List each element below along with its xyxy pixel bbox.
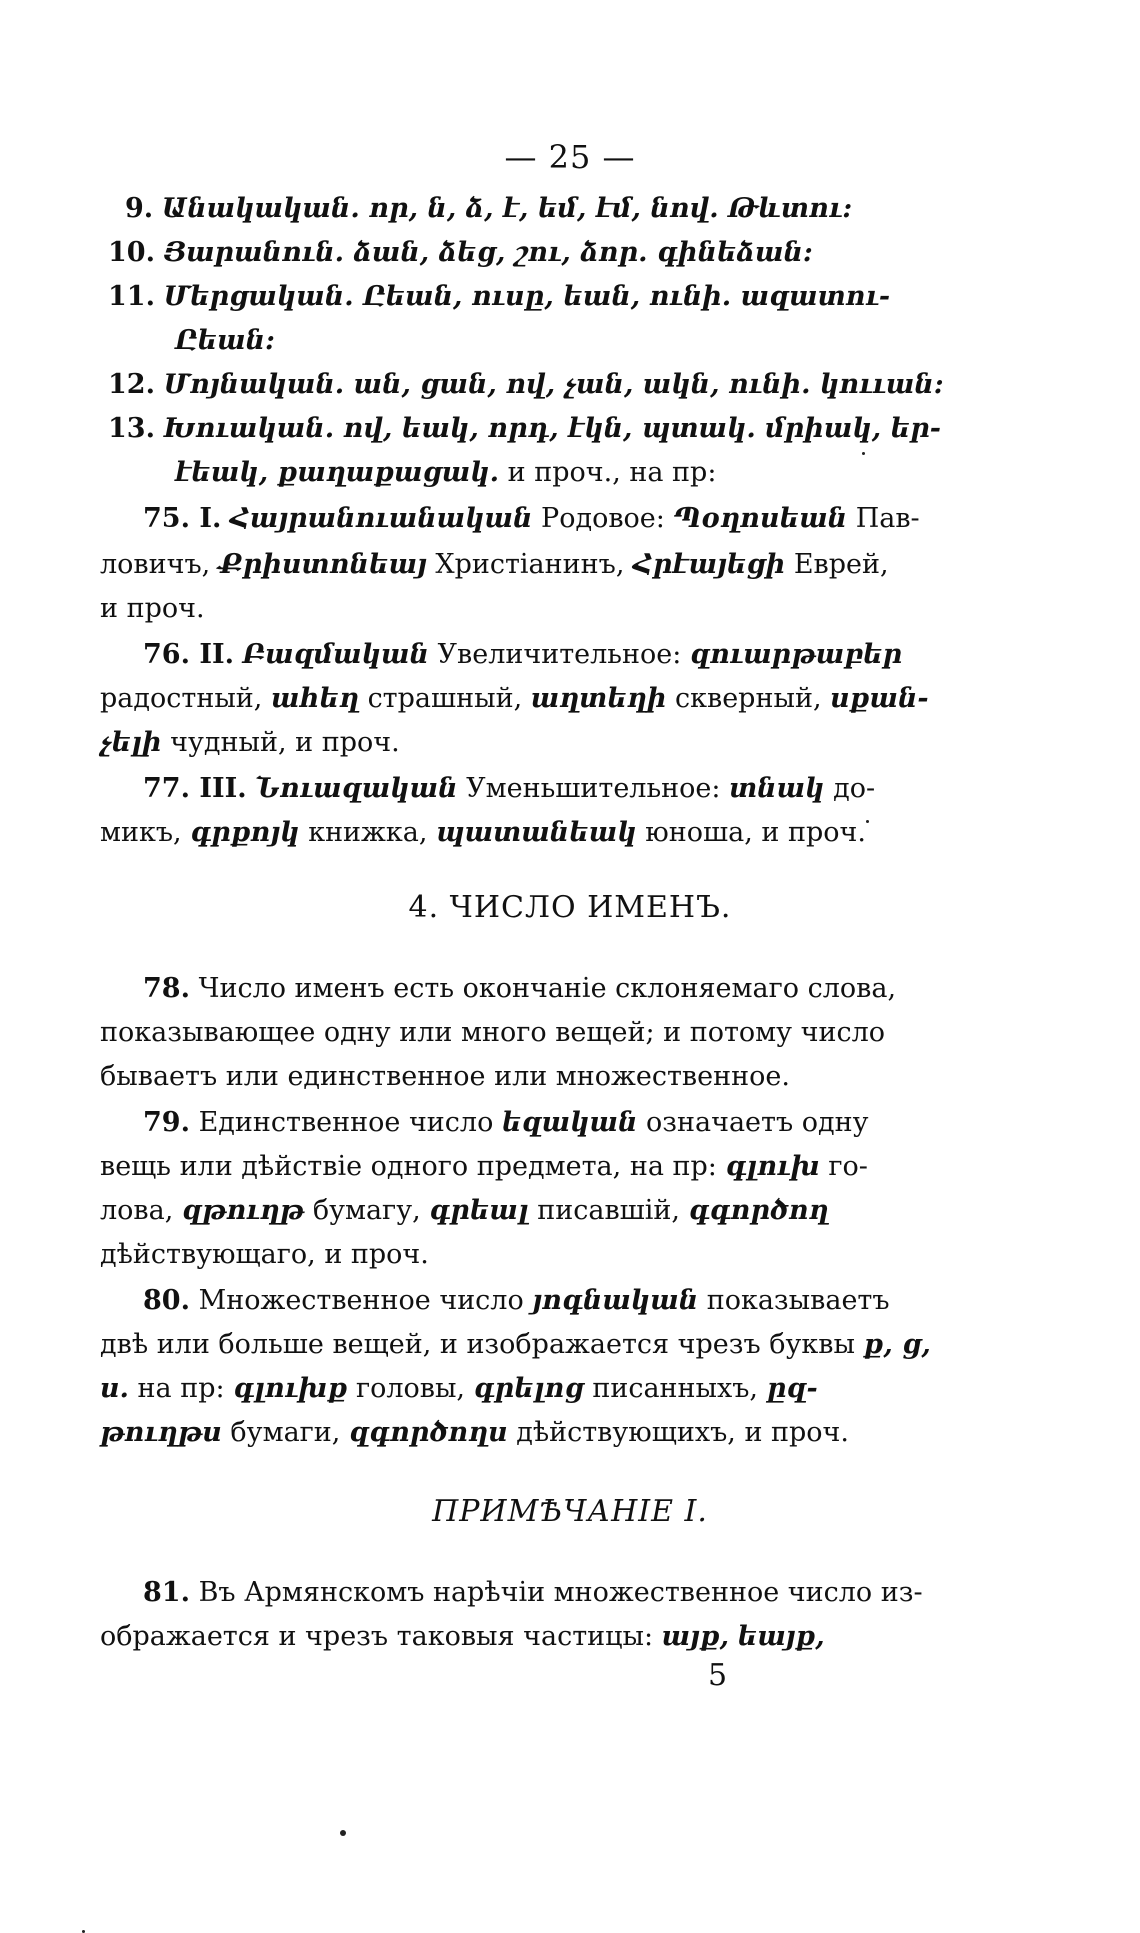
armenian-text: պատանեակ xyxy=(436,817,637,848)
print-speck xyxy=(340,1830,346,1836)
armenian-text: զգործողս xyxy=(348,1417,508,1448)
armenian-text: զթուղթ xyxy=(181,1195,305,1226)
armenian-text: գլուխ xyxy=(725,1151,820,1182)
paragraph-76-line-3 xyxy=(100,726,400,760)
armenian-text: ահեղ xyxy=(270,683,359,714)
page-header: — 25 — xyxy=(504,138,636,176)
russian-text: вещь или дѣйствіе одного предмета, на пр: xyxy=(100,1151,717,1182)
russian-text: Въ Армянскомъ нарѣчіи множественное число из- xyxy=(198,1577,923,1608)
list-item-continuation xyxy=(175,324,275,358)
paragraph-number: 79. xyxy=(143,1107,190,1138)
armenian-text: էեակ, քաղաքացակ․ xyxy=(175,457,500,488)
list-item xyxy=(108,236,813,270)
russian-text: и проч., на пр: xyxy=(507,457,717,488)
armenian-text: յոգնական xyxy=(532,1285,699,1316)
armenian-text: Մերցական․ Ըեան, ուսը, եան, ունի․ ազատու- xyxy=(163,281,891,312)
russian-text: дѣйствующихъ, и проч. xyxy=(516,1417,849,1448)
armenian-text: գրեալ xyxy=(429,1195,529,1226)
armenian-text: Հրէայեցի xyxy=(633,549,786,580)
item-number: 12. xyxy=(108,369,155,400)
print-speck xyxy=(862,452,865,455)
russian-text: писавшій, xyxy=(537,1195,680,1226)
armenian-text: չելի xyxy=(100,727,162,758)
russian-text: Число именъ есть окончаніе склоняемаго слова, xyxy=(198,973,897,1004)
paragraph-number: 80. xyxy=(143,1285,190,1316)
armenian-text: Հայրանուանական xyxy=(230,503,533,534)
armenian-text: ըզ- xyxy=(766,1373,818,1404)
paragraph-75-line-1 xyxy=(143,502,920,536)
russian-text: лова, xyxy=(100,1195,174,1226)
russian-text: страшный, xyxy=(367,683,523,714)
paragraph-80-line-1 xyxy=(143,1284,890,1318)
paragraph-number: 81. xyxy=(143,1577,190,1608)
armenian-text: գրքոյկ xyxy=(190,817,300,848)
paragraph-79-line-1 xyxy=(143,1106,869,1140)
section-heading: 4. ЧИСЛО ИМЕНЪ. xyxy=(408,890,732,925)
russian-text: радостный, xyxy=(100,683,263,714)
russian-text: на пр: xyxy=(137,1373,225,1404)
armenian-text: գրելոց xyxy=(473,1373,584,1404)
russian-text: чудный, и проч. xyxy=(170,727,400,758)
armenian-text: Խուական․ ով, եակ, որդ, էկն, պտակ․ մրիակ, եր- xyxy=(163,413,941,444)
russian-text: Христіанинъ, xyxy=(435,549,625,580)
signature-mark: 5 xyxy=(708,1658,728,1693)
armenian-text: զուարթաբեր xyxy=(689,639,903,670)
russian-text: и проч. xyxy=(100,593,205,624)
armenian-text: գլուխք xyxy=(233,1373,348,1404)
item-number: 13. xyxy=(108,413,155,444)
paragraph-81-line-2 xyxy=(100,1620,825,1654)
russian-text: Уменьшительное: xyxy=(466,773,721,804)
list-item xyxy=(108,280,890,314)
print-speck xyxy=(866,820,869,823)
armenian-text: գգործող xyxy=(688,1195,829,1226)
russian-text: двѣ или больше вещей, и изображается чрезъ буквы xyxy=(100,1329,855,1360)
armenian-text: այք, xyxy=(661,1621,730,1652)
paragraph-76-line-1 xyxy=(143,638,902,672)
paragraph-81-line-1 xyxy=(143,1576,923,1610)
armenian-text: Ըեան: xyxy=(175,325,275,356)
list-item xyxy=(108,412,941,446)
russian-text: показываетъ xyxy=(706,1285,890,1316)
russian-text: Увеличительное: xyxy=(437,639,682,670)
paragraph-number: 78. xyxy=(143,973,190,1004)
note-heading: ПРИМѢЧАНІЕ I. xyxy=(432,1494,708,1529)
russian-text: го- xyxy=(828,1151,868,1182)
russian-text: юноша, и проч. xyxy=(645,817,866,848)
armenian-text: Յարանուն․ ձան, ձեց, շու, ձոր․ գինեձան: xyxy=(163,237,813,268)
item-number: 9. xyxy=(125,193,154,224)
paragraph-78-line-3: бываетъ или единственное или множественное. xyxy=(100,1061,790,1092)
russian-text: скверный, xyxy=(675,683,822,714)
paragraph-number: 75. I. xyxy=(143,503,222,534)
russian-text: Родовое: xyxy=(541,503,665,534)
item-number: 10. xyxy=(108,237,155,268)
russian-text: означаетъ одну xyxy=(646,1107,869,1138)
russian-text: ловичъ, xyxy=(100,549,211,580)
paragraph-79-line-3 xyxy=(100,1194,829,1228)
list-item xyxy=(125,192,852,226)
russian-text: Еврей, xyxy=(793,549,889,580)
russian-text: бумагу, xyxy=(312,1195,421,1226)
paragraph-78-line-1 xyxy=(143,972,896,1006)
russian-text: до- xyxy=(833,773,876,804)
list-item xyxy=(108,368,944,402)
item-number: 11. xyxy=(108,281,155,312)
armenian-text: տնակ xyxy=(729,773,825,804)
armenian-text: Պօղոսեան xyxy=(673,503,848,534)
armenian-text: թուղթս xyxy=(100,1417,222,1448)
russian-text: микъ, xyxy=(100,817,182,848)
paragraph-78-line-2: показывающее одну или много вещей; и потому число xyxy=(100,1017,885,1048)
russian-text: писанныхъ, xyxy=(592,1373,759,1404)
paragraph-79-line-2 xyxy=(100,1150,868,1184)
russian-text: бумаги, xyxy=(230,1417,341,1448)
armenian-text: եզական xyxy=(501,1107,638,1138)
paragraph-80-line-2 xyxy=(100,1328,931,1362)
paragraph-number: 77. III. xyxy=(143,773,247,804)
paragraph-77-line-2 xyxy=(100,816,866,850)
paragraph-number: 76. II. xyxy=(143,639,235,670)
armenian-text: Մոյնական․ ան, ցան, ով, չան, ակն, ունի․ կոււան: xyxy=(163,369,944,400)
armenian-text: Անակական․ որ, ն, ձ, է, եմ, էմ, նով․ Թևտու: xyxy=(161,193,853,224)
armenian-text: ս․ xyxy=(100,1373,129,1404)
armenian-text: ք, ց, xyxy=(863,1329,931,1360)
russian-text: Множественное число xyxy=(198,1285,524,1316)
paragraph-76-line-2 xyxy=(100,682,929,716)
armenian-text: Նուազական xyxy=(255,773,458,804)
paragraph-75-line-3 xyxy=(100,592,205,626)
russian-text: Единственное число xyxy=(198,1107,494,1138)
russian-text: головы, xyxy=(355,1373,466,1404)
armenian-text: եայք, xyxy=(737,1621,825,1652)
paragraph-80-line-4 xyxy=(100,1416,849,1450)
russian-text: книжка, xyxy=(308,817,428,848)
armenian-text: սքան- xyxy=(830,683,929,714)
russian-text: Пав- xyxy=(855,503,920,534)
paragraph-77-line-1 xyxy=(143,772,875,806)
list-item-continuation xyxy=(175,456,716,490)
paragraph-75-line-2 xyxy=(100,548,889,582)
russian-text: ображается и чрезъ таковыя частицы: xyxy=(100,1621,654,1652)
armenian-text: Բազմական xyxy=(242,639,429,670)
armenian-text: Քրիստոնեայ xyxy=(218,549,427,580)
paragraph-80-line-3 xyxy=(100,1372,818,1406)
armenian-text: աղտեղի xyxy=(530,683,667,714)
paragraph-79-line-4: дѣйствующаго, и проч. xyxy=(100,1239,429,1270)
